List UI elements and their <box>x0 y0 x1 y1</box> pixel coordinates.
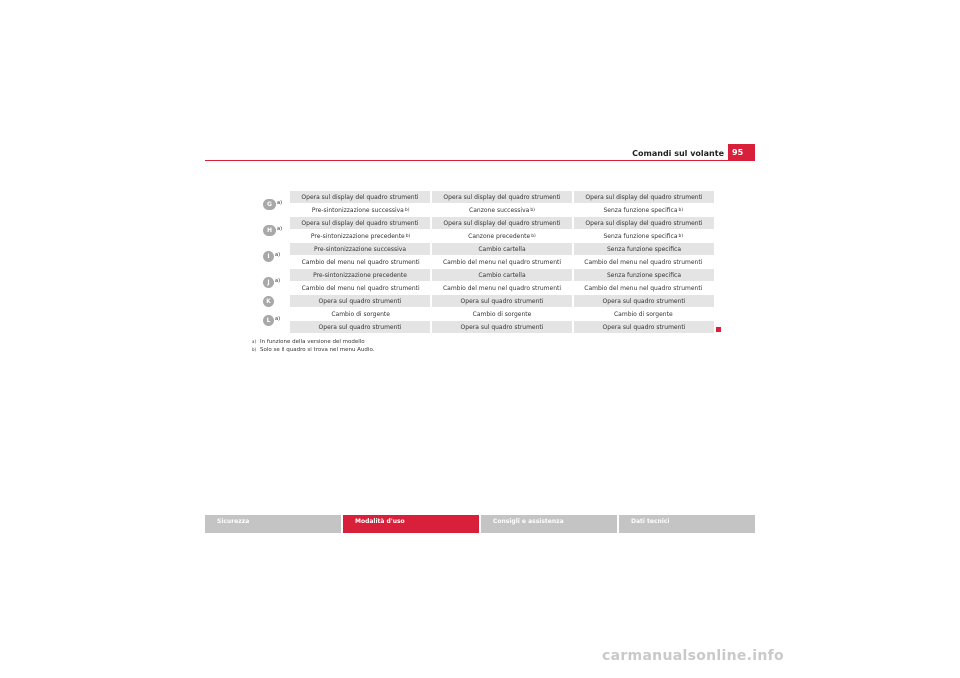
cell-text: Cambio del menu nel quadro strumenti <box>442 258 562 266</box>
control-group-g <box>252 191 714 217</box>
table-cell <box>290 191 430 203</box>
footnote-ref: a) <box>275 278 281 284</box>
table-cell <box>431 203 572 217</box>
footnote-ref: b) <box>404 207 410 213</box>
footnote-ref: a) <box>275 316 281 322</box>
table-cell <box>572 269 714 281</box>
table-row <box>290 229 714 243</box>
table-cell <box>572 243 714 255</box>
table-cell <box>572 321 714 333</box>
cell-text: Opera sul display del quadro strumenti <box>585 193 703 201</box>
table-row <box>290 281 714 295</box>
table-row <box>290 321 714 333</box>
cell-text: Opera sul display del quadro strumenti <box>443 219 561 227</box>
footnote-ref: a) <box>275 252 281 258</box>
section-end-marker <box>716 327 721 332</box>
cell-text: Opera sul quadro strumenti <box>602 297 686 305</box>
table-cell <box>431 229 572 243</box>
footnotes <box>252 338 374 354</box>
control-key-cell <box>252 217 290 243</box>
table-cell <box>573 281 714 295</box>
footnote-text: Solo se il quadro si trova nel menu Audio. <box>260 347 375 353</box>
cell-text: Opera sul display del quadro strumenti <box>443 193 561 201</box>
control-key-badge: K <box>263 296 274 307</box>
table-row <box>290 203 714 217</box>
table-cell <box>573 255 714 269</box>
footnote-mark: a) <box>252 339 257 344</box>
nav-tab-consigli-assistenza[interactable]: Consigli e assistenza <box>481 515 617 533</box>
table-cell <box>573 307 714 321</box>
table-row <box>290 295 714 307</box>
nav-tab-dati-tecnici[interactable]: Dati tecnici <box>619 515 755 533</box>
footnote-ref: a) <box>277 200 283 206</box>
control-group-i <box>252 243 714 269</box>
control-key-cell <box>252 269 290 295</box>
table-cell <box>430 191 572 203</box>
cell-text: Cambio cartella <box>478 271 526 279</box>
cell-text: Cambio del menu nel quadro strumenti <box>301 284 420 292</box>
page-number-badge: 95 <box>728 144 755 161</box>
cell-text: Opera sul quadro strumenti <box>318 297 402 305</box>
control-key-badge: L <box>263 315 274 326</box>
cell-text: Opera sul quadro strumenti <box>602 323 686 331</box>
control-key-badge: H <box>263 225 276 236</box>
table-row <box>290 255 714 269</box>
cell-text: Opera sul display del quadro strumenti <box>585 219 703 227</box>
cell-text: Senza funzione specifica <box>603 206 678 214</box>
footnote <box>252 338 374 346</box>
cell-text: Opera sul display del quadro strumenti <box>301 219 419 227</box>
cell-text: Canzone successiva <box>469 206 530 214</box>
cell-text: Cambio del menu nel quadro strumenti <box>584 284 703 292</box>
table-row <box>290 243 714 255</box>
cell-text: Canzone precedente <box>468 232 531 240</box>
table-cell <box>431 281 572 295</box>
footnote-ref: b) <box>530 207 535 213</box>
cell-text: Cambio del menu nel quadro strumenti <box>301 258 420 266</box>
cell-text: Pre-sintonizzazione precedente <box>310 232 405 240</box>
table-cell <box>431 255 572 269</box>
header-divider <box>205 160 755 161</box>
cell-text: Cambio cartella <box>478 245 526 253</box>
table-cell <box>290 307 431 321</box>
footnote-ref: a) <box>277 226 283 232</box>
table-cell <box>430 269 572 281</box>
control-key-cell <box>252 243 290 269</box>
table-cell <box>573 229 714 243</box>
control-group-l <box>252 307 714 333</box>
table-row <box>290 191 714 203</box>
cell-text: Cambio del menu nel quadro strumenti <box>442 284 562 292</box>
footnote-mark: b) <box>252 347 257 352</box>
table-cell <box>290 203 431 217</box>
table-cell <box>573 203 714 217</box>
control-key-badge: J <box>263 277 274 288</box>
table-cell <box>290 217 430 229</box>
table-cell <box>430 295 572 307</box>
cell-text: Pre-sintonizzazione successiva <box>313 245 407 253</box>
table-cell <box>572 217 714 229</box>
table-cell <box>290 269 430 281</box>
cell-text: Senza funzione specifica <box>603 232 678 240</box>
footnote-ref: b) <box>531 233 536 239</box>
control-group-j <box>252 269 714 295</box>
nav-tab-sicurezza[interactable]: Sicurezza <box>205 515 341 533</box>
cell-text: Opera sul quadro strumenti <box>460 323 544 331</box>
table-cell <box>290 321 430 333</box>
control-key-badge: G <box>263 199 276 210</box>
footnote-text: In funzione della versione del modello <box>260 339 365 345</box>
footnote-ref: b) <box>405 233 411 239</box>
table-cell <box>290 243 430 255</box>
watermark-text: carmanualsonline.info <box>602 648 784 664</box>
table-row <box>290 307 714 321</box>
cell-text: Cambio del menu nel quadro strumenti <box>584 258 703 266</box>
table-row <box>290 217 714 229</box>
control-group-k <box>252 295 714 307</box>
cell-text: Opera sul display del quadro strumenti <box>301 193 419 201</box>
cell-text: Opera sul quadro strumenti <box>460 297 544 305</box>
table-cell <box>430 217 572 229</box>
footnote-ref: b) <box>678 207 684 213</box>
control-group-h <box>252 217 714 243</box>
table-cell <box>431 307 572 321</box>
cell-text: Pre-sintonizzazione precedente <box>313 271 407 279</box>
steering-controls-table <box>252 191 714 333</box>
table-cell <box>290 281 431 295</box>
cell-text: Senza funzione specifica <box>607 271 681 279</box>
control-key-cell <box>252 295 290 307</box>
cell-text: Cambio di sorgente <box>331 310 390 318</box>
table-cell <box>290 255 431 269</box>
nav-tab-modalita-duso[interactable]: Modalità d'uso <box>343 515 479 533</box>
footnote <box>252 346 374 354</box>
table-cell <box>290 229 431 243</box>
page-header-title: Comandi sul volante <box>632 149 724 158</box>
table-cell <box>430 243 572 255</box>
cell-text: Pre-sintonizzazione successiva <box>311 206 404 214</box>
chapter-navigation <box>205 515 755 533</box>
cell-text: Senza funzione specifica <box>607 245 681 253</box>
control-key-badge: I <box>263 251 274 262</box>
table-cell <box>430 321 572 333</box>
control-key-cell <box>252 191 290 217</box>
cell-text: Opera sul quadro strumenti <box>318 323 402 331</box>
table-cell <box>572 295 714 307</box>
control-key-cell <box>252 307 290 333</box>
footnote-ref: b) <box>678 233 684 239</box>
table-row <box>290 269 714 281</box>
cell-text: Cambio di sorgente <box>472 310 532 318</box>
table-cell <box>290 295 430 307</box>
table-cell <box>572 191 714 203</box>
cell-text: Cambio di sorgente <box>613 310 673 318</box>
